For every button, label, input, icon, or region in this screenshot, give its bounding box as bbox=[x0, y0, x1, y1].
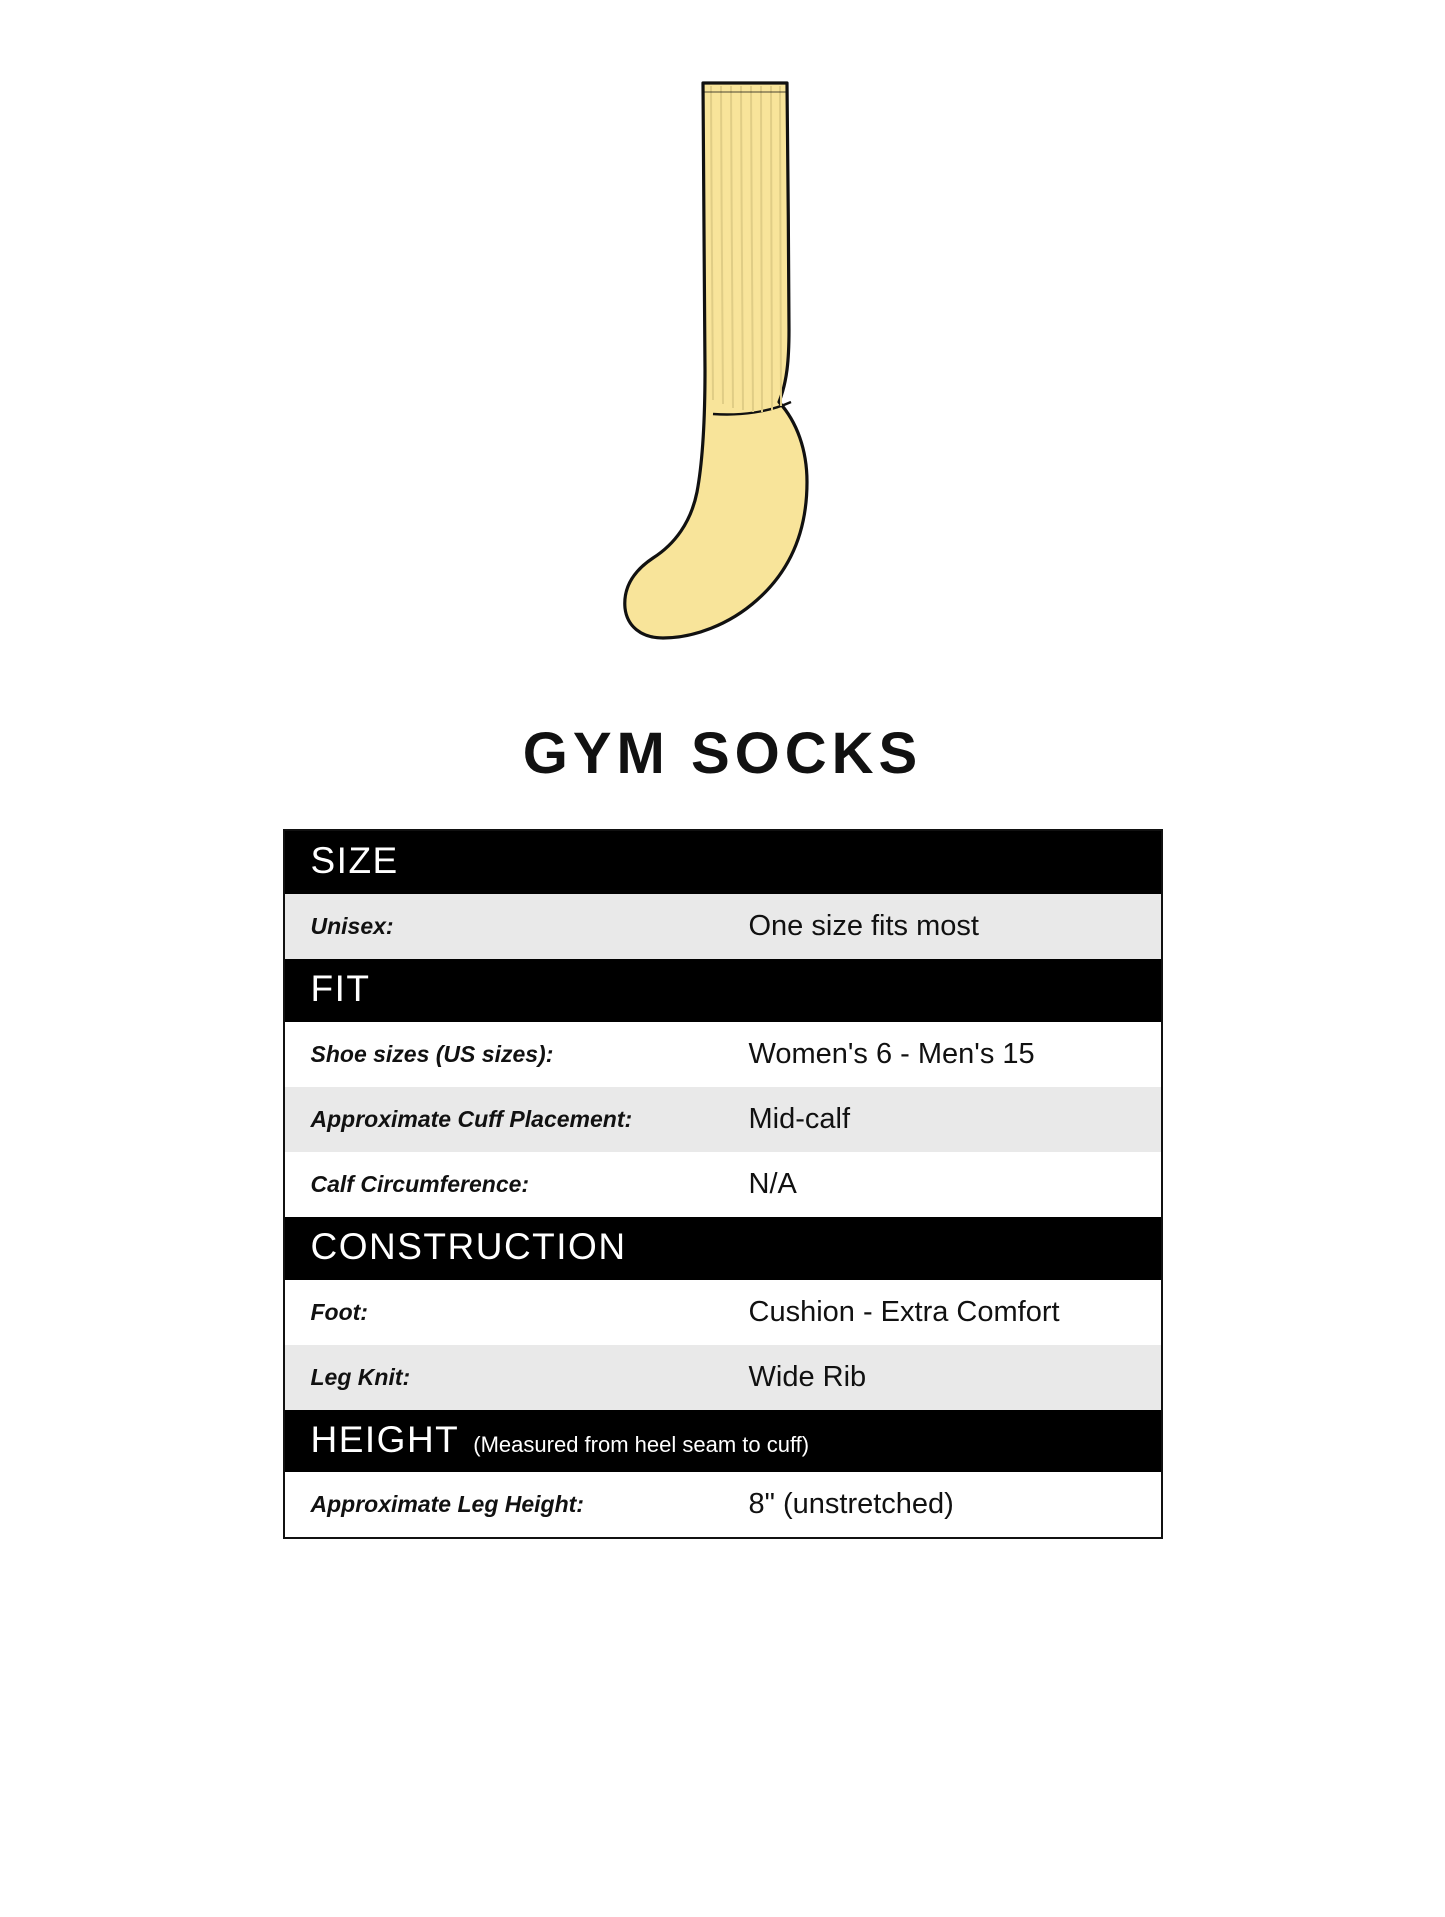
spec-row bbox=[285, 1087, 1161, 1152]
spec-section-note: (Measured from heel seam to cuff) bbox=[473, 1431, 810, 1457]
spec-section-title: SIZE bbox=[310, 840, 399, 881]
spec-row-label: Unisex: bbox=[285, 894, 723, 959]
spec-row-label: Shoe sizes (US sizes): bbox=[285, 1022, 723, 1087]
spec-table bbox=[285, 831, 1161, 1537]
spec-section-title: HEIGHT bbox=[310, 1418, 460, 1460]
page-title: GYM SOCKS bbox=[522, 721, 923, 786]
spec-section-header bbox=[285, 1410, 1161, 1473]
spec-row-label: Approximate Leg Height: bbox=[285, 1472, 723, 1537]
spec-row bbox=[285, 1022, 1161, 1087]
spec-section-title: CONSTRUCTION bbox=[310, 1225, 627, 1267]
spec-row bbox=[285, 894, 1161, 959]
spec-row-value: Mid-calf bbox=[723, 1087, 1161, 1152]
spec-row-label: Foot: bbox=[285, 1280, 723, 1345]
spec-row-value: N/A bbox=[723, 1152, 1161, 1217]
spec-section-title: FIT bbox=[310, 967, 371, 1009]
spec-table-container bbox=[283, 829, 1163, 1539]
spec-row bbox=[285, 1345, 1161, 1410]
product-illustration bbox=[0, 0, 1445, 700]
spec-row bbox=[285, 1280, 1161, 1345]
spec-row-value: 8" (unstretched) bbox=[723, 1472, 1161, 1537]
spec-section-header-cell bbox=[285, 1410, 1161, 1473]
sock-illustration bbox=[513, 30, 933, 690]
spec-section-header bbox=[285, 959, 1161, 1022]
spec-row bbox=[285, 1472, 1161, 1537]
spec-row-label: Calf Circumference: bbox=[285, 1152, 723, 1217]
spec-section-header bbox=[285, 831, 1161, 894]
spec-section-header bbox=[285, 1217, 1161, 1280]
spec-section-header-cell bbox=[285, 1217, 1161, 1280]
spec-row-value: Women's 6 - Men's 15 bbox=[723, 1022, 1161, 1087]
spec-row-label: Leg Knit: bbox=[285, 1345, 723, 1410]
spec-section-header-cell bbox=[285, 831, 1161, 894]
spec-row bbox=[285, 1152, 1161, 1217]
spec-row-value: Wide Rib bbox=[723, 1345, 1161, 1410]
spec-row-value: One size fits most bbox=[723, 894, 1161, 959]
spec-section-header-cell bbox=[285, 959, 1161, 1022]
spec-row-value: Cushion - Extra Comfort bbox=[723, 1280, 1161, 1345]
spec-row-label: Approximate Cuff Placement: bbox=[285, 1087, 723, 1152]
